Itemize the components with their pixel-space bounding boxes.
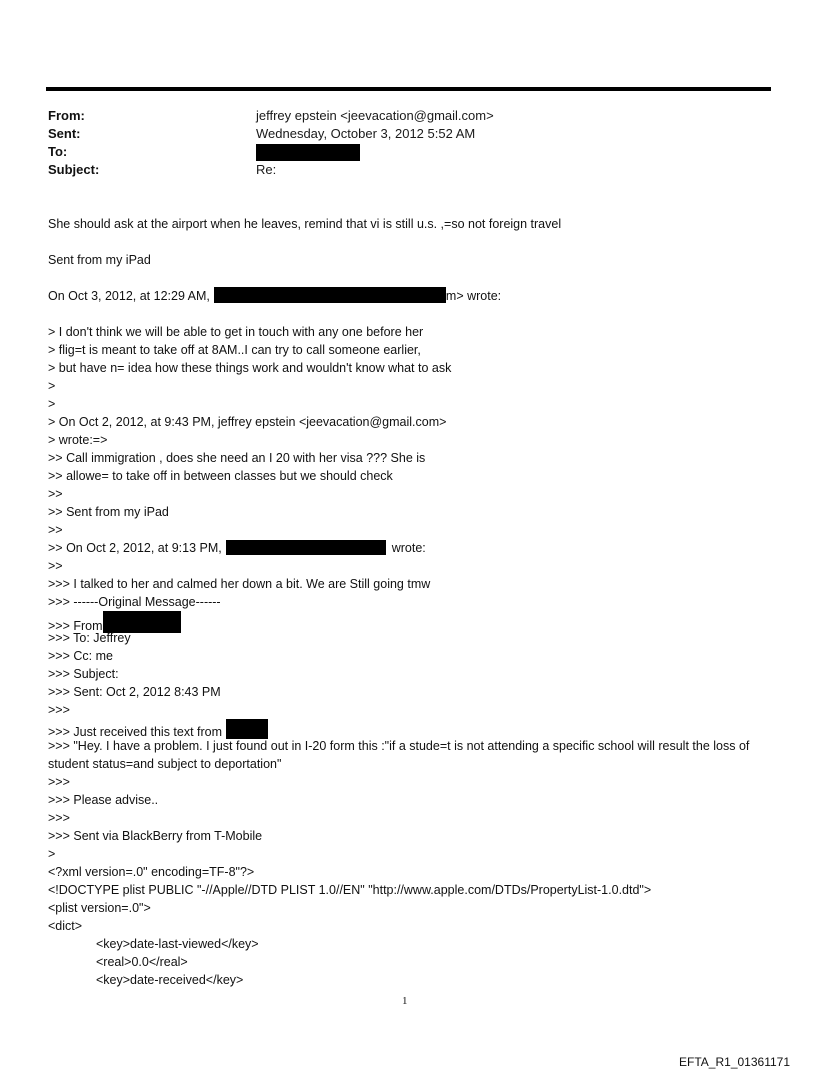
body-line: >>> Please advise..: [48, 793, 159, 807]
page-number: 1: [402, 995, 408, 1007]
subject-value: Re:: [256, 162, 277, 177]
body-line: Sent from my iPad: [48, 253, 151, 267]
to-label: To:: [48, 144, 68, 159]
body-line: <plist version=.0">: [48, 901, 151, 915]
body-line: >>> "Hey. I have a problem. I just found out in I-20 form this :"if a stude=t is not attending a specific school will result the loss of student status=and subject to deportation": [48, 739, 750, 771]
body-line: >: [48, 847, 56, 861]
body-line: <!DOCTYPE plist PUBLIC "-//Apple//DTD PLIST 1.0//EN" "http://www.apple.com/DTDs/PropertyList-1.0.dtd">: [48, 883, 652, 897]
quote-intro: >> On Oct 2, 2012, at 9:13 PM,: [48, 541, 222, 555]
redaction-block: [214, 287, 446, 303]
body-line: >>: [48, 487, 63, 501]
body-line: > I don't think we will be able to get in touch with any one before her: [48, 325, 424, 339]
body-line: >>>: [48, 703, 70, 717]
redaction-block: [226, 540, 386, 555]
body-line: > On Oct 2, 2012, at 9:43 PM, jeffrey epstein <jeevacation@gmail.com>: [48, 415, 447, 429]
body-line: >> Call immigration , does she need an I 20 with her visa ??? She is: [48, 451, 426, 465]
sent-label: Sent:: [48, 126, 81, 141]
body-line: <dict>: [48, 919, 83, 933]
from-label: From:: [48, 108, 85, 123]
body-line: > but have n= idea how these things work and wouldn't know what to ask: [48, 361, 452, 375]
body-line: <key>date-last-viewed</key>: [96, 937, 259, 951]
body-line: >>> Sent via BlackBerry from T-Mobile: [48, 829, 263, 843]
body-line: <real>0.0</real>: [96, 955, 188, 969]
body-line: <?xml version=.0" encoding=TF-8"?>: [48, 865, 255, 879]
body-line: >>> To: Jeffrey: [48, 631, 131, 645]
body-line: >: [48, 397, 56, 411]
subject-label: Subject:: [48, 162, 100, 177]
body-line: >>> Cc: me: [48, 649, 113, 663]
body-line: >> Sent from my iPad: [48, 505, 169, 519]
body-line: >>> I talked to her and calmed her down a bit. We are Still going tmw: [48, 577, 431, 591]
body-line: She should ask at the airport when he leaves, remind that vi is still u.s. ,=so not foreign travel: [48, 217, 562, 231]
body-line: >: [48, 379, 56, 393]
body-line: >>> Sent: Oct 2, 2012 8:43 PM: [48, 685, 221, 699]
body-line: > wrote:=>: [48, 433, 108, 447]
text-intro: >>> Just received this text from: [48, 725, 223, 739]
redaction-block: [226, 719, 268, 739]
body-line: >>>: [48, 775, 70, 789]
from-value: jeffrey epstein <jeevacation@gmail.com>: [256, 108, 494, 123]
body-line: [48, 287, 501, 305]
quote-intro-end: wrote:: [391, 541, 426, 555]
body-line: >>> Subject:: [48, 667, 119, 681]
quote-intro-end: m> wrote:: [445, 289, 502, 303]
body-line: >>>: [48, 811, 70, 825]
sent-value: Wednesday, October 3, 2012 5:52 AM: [256, 126, 476, 141]
from-line-label: >>> From: [48, 619, 103, 633]
document-id: EFTA_R1_01361171: [679, 1055, 790, 1069]
body-line: >>: [48, 559, 63, 573]
quote-intro: On Oct 3, 2012, at 12:29 AM,: [48, 289, 210, 303]
body-line: >> allowe= to take off in between classes but we should check: [48, 469, 393, 483]
body-line: >>: [48, 523, 63, 537]
body-line: [48, 539, 426, 557]
body-line: > flig=t is meant to take off at 8AM..I can try to call someone earlier,: [48, 343, 421, 357]
body-line: >>> ------Original Message------: [48, 595, 221, 609]
header-rule: [46, 87, 771, 91]
body-line: <key>date-received</key>: [96, 973, 244, 987]
